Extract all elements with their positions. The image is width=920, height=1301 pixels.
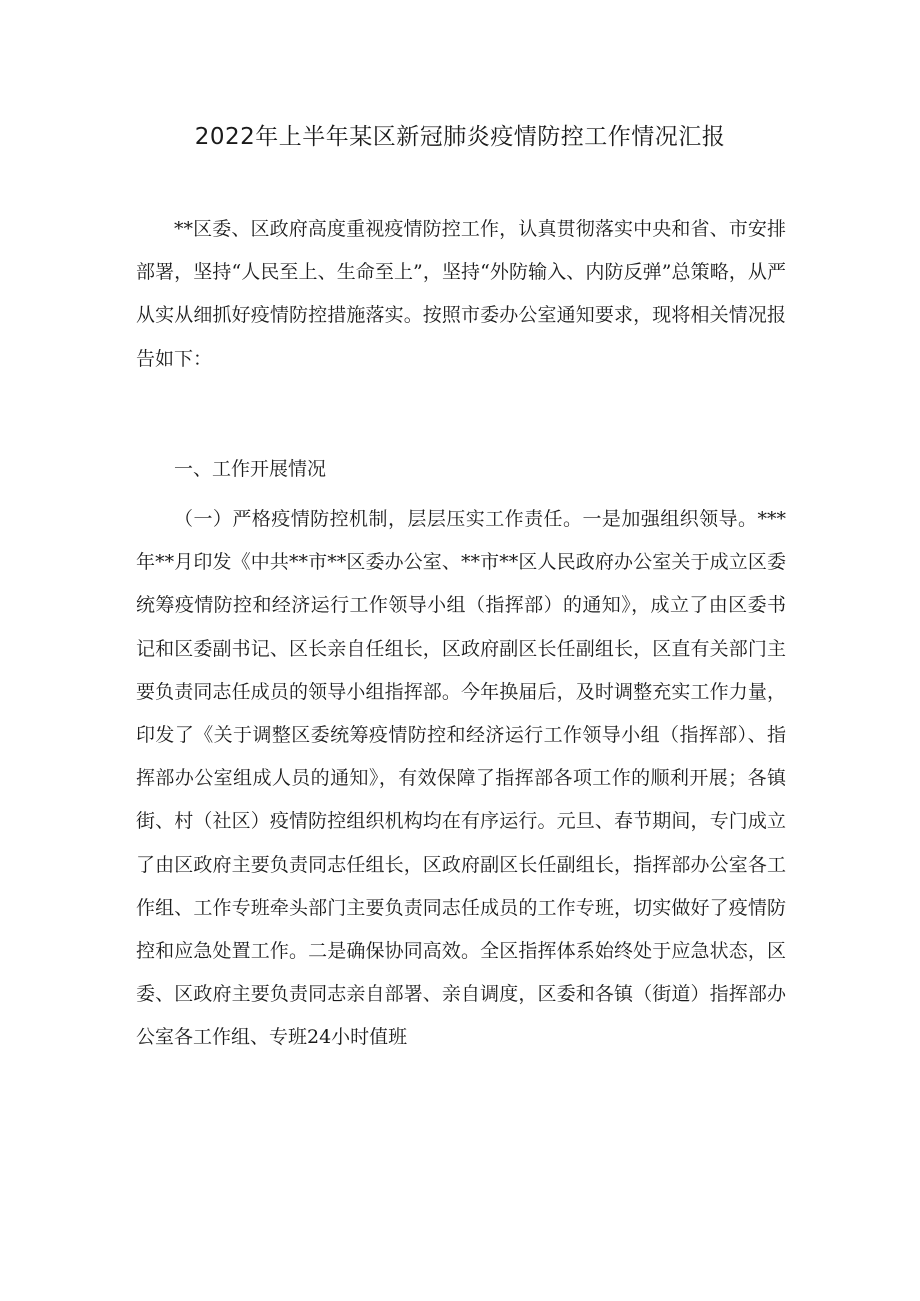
document-title: 2022年上半年某区新冠肺炎疫情防控工作情况汇报 [194, 124, 726, 150]
section-heading: 一、工作开展情况 [174, 458, 327, 480]
intro-paragraph: **区委、区政府高度重视疫情防控工作，认真贯彻落实中央和省、市安排部署，坚持“人民至上、生命至上”，坚持“外防输入、内防反弹”总策略，从严从实从细抓好疫情防控措施落实。按照市委办公室通知要求，现将相关情况报告如下： [136, 218, 786, 370]
section-1-paragraph: （一）严格疫情防控机制，层层压实工作责任。一是加强组织领导。***年**月印发《中共**市**区委办公室、**市**区人民政府办公室关于成立区委统筹疫情防控和经济运行工作领导小组（指挥部）的通知》，成立了由区委书记和区委副书记、区长亲自任组长，区政府副区长任副组长，区直有关部门主要负责同志任成员的领导小组指挥部。今年换届后，及时调整充实工作力量，印发了《关于调整区委统筹疫情防控和经济运行工作领导小组（指挥部）、指挥部办公室组成人员的通知》，有效保障了指挥部各项工作的顺利开展；各镇街、村（社区）疫情防控组织机构均在有序运行。元旦、春节期间，专门成立了由区政府主要负责同志任组长，区政府副区长任副组长，指挥部办公室各工作组、工作专班牵头部门主要负责同志任成员的工作专班，切实做好了疫情防控和应急处置工作。二是确保协同高效。全区指挥体系始终处于应急状态，区委、区政府主要负责同志亲自部署、亲自调度，区委和各镇（街道）指挥部办公室各工作组、专班24小时值班 [136, 508, 786, 1049]
